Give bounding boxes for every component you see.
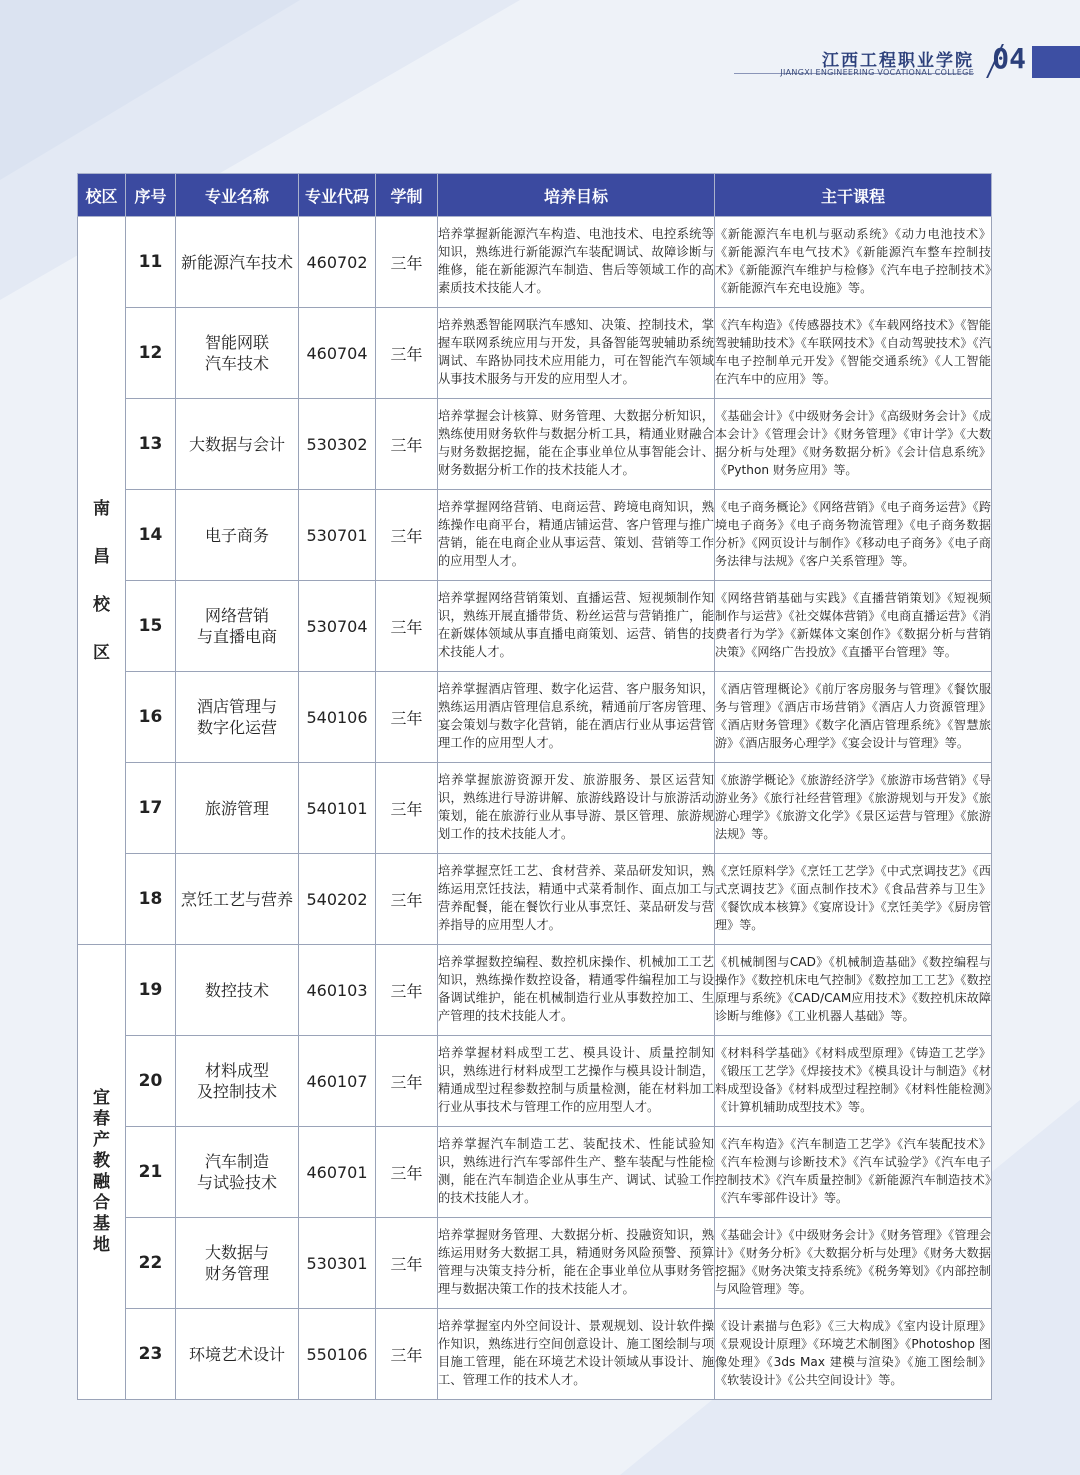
training-goal: 培养掌握汽车制造工艺、装配技术、性能试验知识，熟练进行汽车零部件生产、整车装配与性能检测，能在汽车制造企业从事生产、调试、试验工作的技术技能人才。 bbox=[438, 1127, 715, 1218]
table-row bbox=[78, 490, 992, 581]
study-years: 三年 bbox=[376, 763, 438, 854]
col-header-no: 序号 bbox=[126, 174, 176, 217]
core-courses: 《酒店管理概论》《前厅客房服务与管理》《餐饮服务与管理》《酒店市场营销》《酒店人力资源管理》《酒店财务管理》《数字化酒店管理系统》《智慧旅游》《酒店服务心理学》《宴会设计与管理》等。 bbox=[715, 672, 992, 763]
training-goal: 培养掌握室内外空间设计、景观规划、设计软件操作知识，熟练进行空间创意设计、施工图绘制与项目施工管理，能在环境艺术设计领域从事设计、施工、管理工作的技术人才。 bbox=[438, 1309, 715, 1400]
training-goal: 培养掌握材料成型工艺、模具设计、质量控制知识，熟练进行材料成型工艺操作与模具设计制造，精通成型过程参数控制与质量检测，能在材料加工行业从事技术与管理工作的应用型人才。 bbox=[438, 1036, 715, 1127]
table-row bbox=[78, 1218, 992, 1309]
core-courses: 《旅游学概论》《旅游经济学》《旅游市场营销》《导游业务》《旅行社经营管理》《旅游规划与开发》《旅游心理学》《旅游文化学》《景区运营与管理》《旅游法规》等。 bbox=[715, 763, 992, 854]
col-header-courses: 主干课程 bbox=[715, 174, 992, 217]
study-years: 三年 bbox=[376, 399, 438, 490]
row-number: 19 bbox=[126, 945, 176, 1036]
page-header bbox=[0, 40, 1080, 82]
college-name-en: JIANGXI ENGINEERING VOCATIONAL COLLEGE bbox=[780, 68, 974, 77]
table-row bbox=[78, 217, 992, 308]
row-number: 18 bbox=[126, 854, 176, 945]
major-code: 540106 bbox=[299, 672, 376, 763]
core-courses: 《汽车构造》《传感器技术》《车载网络技术》《智能驾驶辅助技术》《车联网技术》《自动驾驶技术》《汽车电子控制单元开发》《智能交通系统》《人工智能在汽车中的应用》等。 bbox=[715, 308, 992, 399]
study-years: 三年 bbox=[376, 581, 438, 672]
col-header-code: 专业代码 bbox=[299, 174, 376, 217]
core-courses: 《烹饪原料学》《烹饪工艺学》《中式烹调技艺》《西式烹调技艺》《面点制作技术》《食品营养与卫生》《餐饮成本核算》《宴席设计》《烹饪美学》《厨房管理》等。 bbox=[715, 854, 992, 945]
row-number: 17 bbox=[126, 763, 176, 854]
table-row bbox=[78, 581, 992, 672]
major-name: 旅游管理 bbox=[176, 763, 299, 854]
training-goal: 培养掌握新能源汽车构造、电池技术、电控系统等知识，熟练进行新能源汽车装配调试、故障诊断与维修，能在新能源汽车制造、售后等领域工作的高素质技术技能人才。 bbox=[438, 217, 715, 308]
major-code: 460103 bbox=[299, 945, 376, 1036]
core-courses: 《新能源汽车电机与驱动系统》《动力电池技术》《新能源汽车电气技术》《新能源汽车整车控制技术》《新能源汽车维护与检修》《汽车电子控制技术》《新能源汽车充电设施》等。 bbox=[715, 217, 992, 308]
major-name: 电子商务 bbox=[176, 490, 299, 581]
table-row bbox=[78, 1309, 992, 1400]
major-name: 环境艺术设计 bbox=[176, 1309, 299, 1400]
table-row bbox=[78, 1036, 992, 1127]
major-name: 网络营销 与直播电商 bbox=[176, 581, 299, 672]
row-number: 11 bbox=[126, 217, 176, 308]
col-header-name: 专业名称 bbox=[176, 174, 299, 217]
study-years: 三年 bbox=[376, 1218, 438, 1309]
major-name: 大数据与 财务管理 bbox=[176, 1218, 299, 1309]
majors-table bbox=[77, 173, 992, 1400]
study-years: 三年 bbox=[376, 672, 438, 763]
training-goal: 培养掌握旅游资源开发、旅游服务、景区运营知识，熟练进行导游讲解、旅游线路设计与旅游活动策划，能在旅游行业从事导游、景区管理、旅游规划工作的技术技能人才。 bbox=[438, 763, 715, 854]
core-courses: 《电子商务概论》《网络营销》《电子商务运营》《跨境电子商务》《电子商务物流管理》《电子商务数据分析》《网页设计与制作》《移动电子商务》《电子商务法律与法规》《客户关系管理》等。 bbox=[715, 490, 992, 581]
major-code: 460701 bbox=[299, 1127, 376, 1218]
table-row bbox=[78, 672, 992, 763]
major-code: 460702 bbox=[299, 217, 376, 308]
training-goal: 培养掌握会计核算、财务管理、大数据分析知识，熟练使用财务软件与数据分析工具，精通业财融合与财务数据挖掘，能在企事业单位从事智能会计、财务数据分析工作的技术技能人才。 bbox=[438, 399, 715, 490]
row-number: 16 bbox=[126, 672, 176, 763]
training-goal: 培养掌握网络营销、电商运营、跨境电商知识，熟练操作电商平台，精通店铺运营、客户管理与推广营销，能在电商企业从事运营、策划、营销等工作的应用型人才。 bbox=[438, 490, 715, 581]
table-row bbox=[78, 854, 992, 945]
study-years: 三年 bbox=[376, 217, 438, 308]
core-courses: 《网络营销基础与实践》《直播营销策划》《短视频制作与运营》《社交媒体营销》《电商直播运营》《消费者行为学》《新媒体文案创作》《数据分析与营销决策》《网络广告投放》《直播平台管理》等。 bbox=[715, 581, 992, 672]
major-name: 材料成型 及控制技术 bbox=[176, 1036, 299, 1127]
core-courses: 《基础会计》《中级财务会计》《财务管理》《管理会计》《财务分析》《大数据分析与处理》《财务大数据挖掘》《财务决策支持系统》《税务筹划》《内部控制与风险管理》等。 bbox=[715, 1218, 992, 1309]
training-goal: 培养掌握酒店管理、数字化运营、客户服务知识，熟练运用酒店管理信息系统，精通前厅客房管理、宴会策划与数字化营销，能在酒店行业从事运营管理工作的应用型人才。 bbox=[438, 672, 715, 763]
study-years: 三年 bbox=[376, 1127, 438, 1218]
major-name: 大数据与会计 bbox=[176, 399, 299, 490]
campus-cell: 南 昌 校 区 bbox=[78, 217, 126, 945]
major-code: 460704 bbox=[299, 308, 376, 399]
table-header-row bbox=[78, 174, 992, 217]
table-row bbox=[78, 945, 992, 1036]
table-row bbox=[78, 1127, 992, 1218]
major-code: 460107 bbox=[299, 1036, 376, 1127]
row-number: 22 bbox=[126, 1218, 176, 1309]
col-header-campus: 校区 bbox=[78, 174, 126, 217]
row-number: 20 bbox=[126, 1036, 176, 1127]
page-number: 04 bbox=[992, 42, 1026, 75]
row-number: 14 bbox=[126, 490, 176, 581]
study-years: 三年 bbox=[376, 1036, 438, 1127]
major-name: 新能源汽车技术 bbox=[176, 217, 299, 308]
study-years: 三年 bbox=[376, 308, 438, 399]
study-years: 三年 bbox=[376, 854, 438, 945]
study-years: 三年 bbox=[376, 490, 438, 581]
major-name: 烹饪工艺与营养 bbox=[176, 854, 299, 945]
major-code: 530302 bbox=[299, 399, 376, 490]
core-courses: 《设计素描与色彩》《三大构成》《室内设计原理》《景观设计原理》《环境艺术制图》《Photoshop 图像处理》《3ds Max 建模与渲染》《施工图绘制》《软装设计》《公共空间设计》等。 bbox=[715, 1309, 992, 1400]
row-number: 15 bbox=[126, 581, 176, 672]
row-number: 12 bbox=[126, 308, 176, 399]
major-code: 540202 bbox=[299, 854, 376, 945]
core-courses: 《汽车构造》《汽车制造工艺学》《汽车装配技术》《汽车检测与诊断技术》《汽车试验学》《汽车电子控制技术》《汽车质量控制》《新能源汽车制造技术》《汽车零部件设计》等。 bbox=[715, 1127, 992, 1218]
row-number: 23 bbox=[126, 1309, 176, 1400]
table-row bbox=[78, 399, 992, 490]
col-header-system: 学制 bbox=[376, 174, 438, 217]
training-goal: 培养掌握网络营销策划、直播运营、短视频制作知识，熟练开展直播带货、粉丝运营与营销推广，能在新媒体领域从事直播电商策划、运营、销售的技术技能人才。 bbox=[438, 581, 715, 672]
major-name: 酒店管理与 数字化运营 bbox=[176, 672, 299, 763]
training-goal: 培养掌握数控编程、数控机床操作、机械加工工艺知识，熟练操作数控设备，精通零件编程加工与设备调试维护，能在机械制造行业从事数控加工、生产管理的技术技能人才。 bbox=[438, 945, 715, 1036]
major-name: 汽车制造 与试验技术 bbox=[176, 1127, 299, 1218]
core-courses: 《机械制图与CAD》《机械制造基础》《数控编程与操作》《数控机床电气控制》《数控加工工艺》《数控原理与系统》《CAD/CAM应用技术》《数控机床故障诊断与维修》《工业机器人基础》等。 bbox=[715, 945, 992, 1036]
study-years: 三年 bbox=[376, 945, 438, 1036]
core-courses: 《基础会计》《中级财务会计》《高级财务会计》《成本会计》《管理会计》《财务管理》《审计学》《大数据分析与处理》《财务数据分析》《会计信息系统》《Python 财务应用》等。 bbox=[715, 399, 992, 490]
major-code: 530704 bbox=[299, 581, 376, 672]
training-goal: 培养掌握财务管理、大数据分析、投融资知识，熟练运用财务大数据工具，精通财务风险预警、预算管理与决策支持分析，能在企事业单位从事财务管理与数据决策工作的技术技能人才。 bbox=[438, 1218, 715, 1309]
table-row bbox=[78, 308, 992, 399]
core-courses: 《材料科学基础》《材料成型原理》《铸造工艺学》《锻压工艺学》《焊接技术》《模具设计与制造》《材料成型设备》《材料成型过程控制》《材料性能检测》《计算机辅助成型技术》等。 bbox=[715, 1036, 992, 1127]
major-name: 智能网联 汽车技术 bbox=[176, 308, 299, 399]
major-code: 530701 bbox=[299, 490, 376, 581]
college-name-cn: 江西工程职业学院 bbox=[822, 51, 974, 71]
page-tab bbox=[1032, 46, 1080, 78]
training-goal: 培养熟悉智能网联汽车感知、决策、控制技术，掌握车联网系统应用与开发，具备智能驾驶辅助系统调试、车路协同技术应用能力，可在智能汽车领域从事技术服务与开发的应用型人才。 bbox=[438, 308, 715, 399]
training-goal: 培养掌握烹饪工艺、食材营养、菜品研发知识，熟练运用烹饪技法，精通中式菜肴制作、面点加工与营养配餐，能在餐饮行业从事烹饪、菜品研发与营养指导的应用型人才。 bbox=[438, 854, 715, 945]
major-name: 数控技术 bbox=[176, 945, 299, 1036]
major-code: 530301 bbox=[299, 1218, 376, 1309]
table-row bbox=[78, 763, 992, 854]
row-number: 21 bbox=[126, 1127, 176, 1218]
col-header-goal: 培养目标 bbox=[438, 174, 715, 217]
major-code: 540101 bbox=[299, 763, 376, 854]
study-years: 三年 bbox=[376, 1309, 438, 1400]
row-number: 13 bbox=[126, 399, 176, 490]
campus-cell: 宜 春 产 教 融 合 基 地 bbox=[78, 945, 126, 1400]
major-code: 550106 bbox=[299, 1309, 376, 1400]
